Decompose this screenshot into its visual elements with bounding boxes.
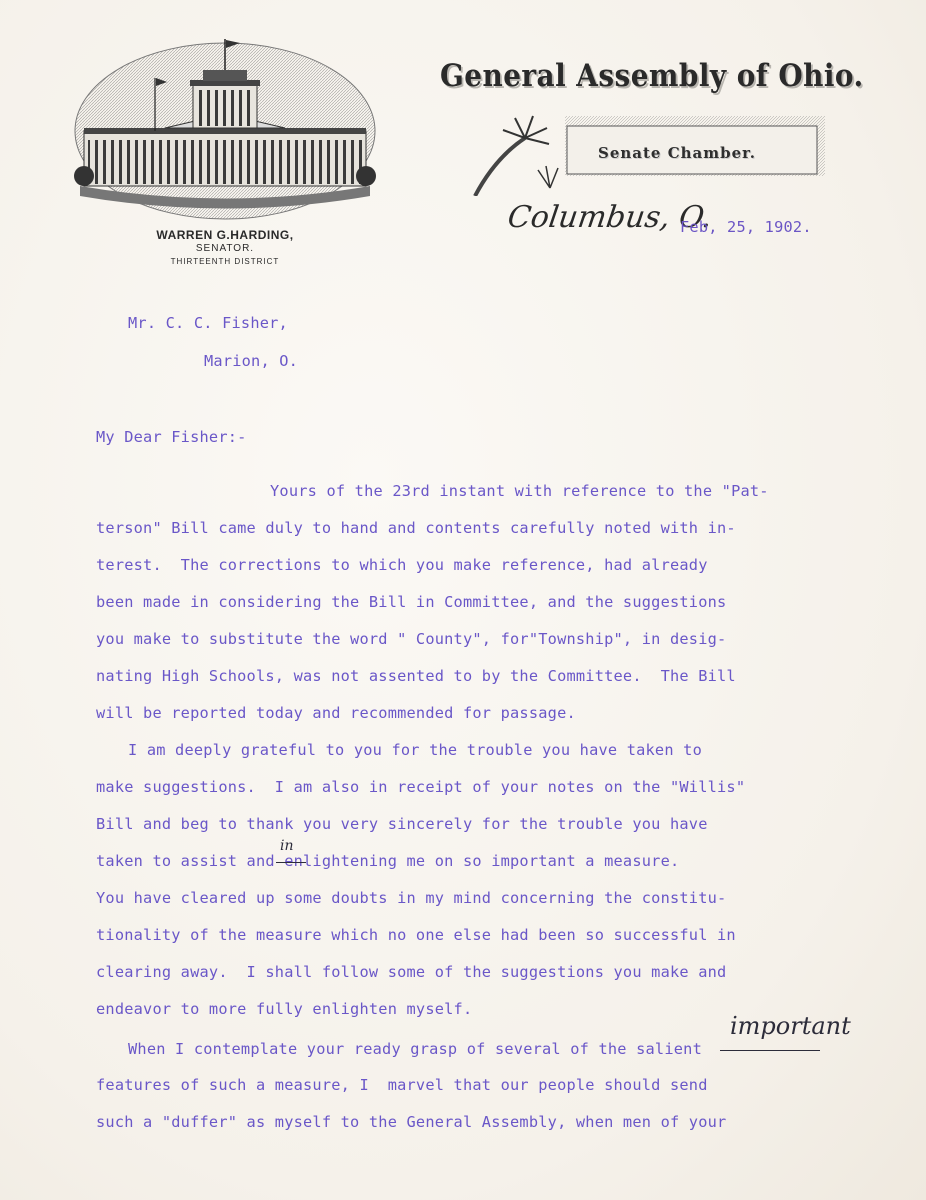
sender-district: THIRTEENTH DISTRICT: [170, 257, 280, 266]
body-line: will be reported today and recommended for passage.: [96, 704, 576, 722]
body-line: been made in considering the Bill in Committee, and the suggestions: [96, 593, 727, 611]
sender-title: SENATOR.: [195, 243, 255, 254]
handwritten-correction-important: important: [730, 1012, 851, 1040]
letter-date: Feb, 25, 1902.: [680, 218, 812, 236]
body-line: I am deeply grateful to you for the trouble you have taken to: [128, 741, 702, 759]
recipient-place: Marion, O.: [204, 352, 299, 370]
body-line: You have cleared up some doubts in my mind concerning the constitu-: [96, 889, 727, 907]
strikethrough: [720, 1050, 820, 1051]
senate-chamber: Senate Chamber.: [598, 144, 756, 162]
body-line: terson" Bill came duly to hand and contents carefully noted with in-: [96, 519, 736, 537]
body-line: features of such a measure, I marvel that our people should send: [96, 1076, 708, 1094]
body-line: Bill and beg to thank you very sincerely for the trouble you have: [96, 815, 708, 833]
body-line: clearing away. I shall follow some of the suggestions you make and: [96, 963, 727, 981]
body-line: Yours of the 23rd instant with reference to the "Pat-: [270, 482, 769, 500]
sender-name: WARREN G.HARDING,: [156, 228, 294, 242]
handwritten-correction-in: in: [280, 838, 294, 854]
city: Columbus, O.: [505, 200, 715, 235]
strikethrough: [276, 862, 306, 863]
recipient-name: Mr. C. C. Fisher,: [128, 314, 288, 332]
salutation: My Dear Fisher:-: [96, 428, 247, 446]
body-line: taken to assist and enlightening me on so important a measure.: [96, 852, 680, 870]
body-line: such a "duffer" as myself to the General Assembly, when men of your: [96, 1113, 727, 1131]
body-line: nating High Schools, was not assented to by the Committee. The Bill: [96, 667, 736, 685]
body-line: make suggestions. I am also in receipt of your notes on the "Willis": [96, 778, 746, 796]
sender-block: [140, 228, 310, 266]
body-line: tionality of the measure which no one else had been so successful in: [96, 926, 736, 944]
letterhead-title: General Assembly of Ohio.: [440, 58, 864, 94]
statehouse-engraving: [70, 36, 380, 226]
body-line: you make to substitute the word " County", for"Township", in desig-: [96, 630, 727, 648]
body-line: endeavor to more fully enlighten myself.: [96, 1000, 473, 1018]
body-line: When I contemplate your ready grasp of several of the salient: [128, 1040, 702, 1058]
body-line: terest. The corrections to which you make reference, had already: [96, 556, 708, 574]
